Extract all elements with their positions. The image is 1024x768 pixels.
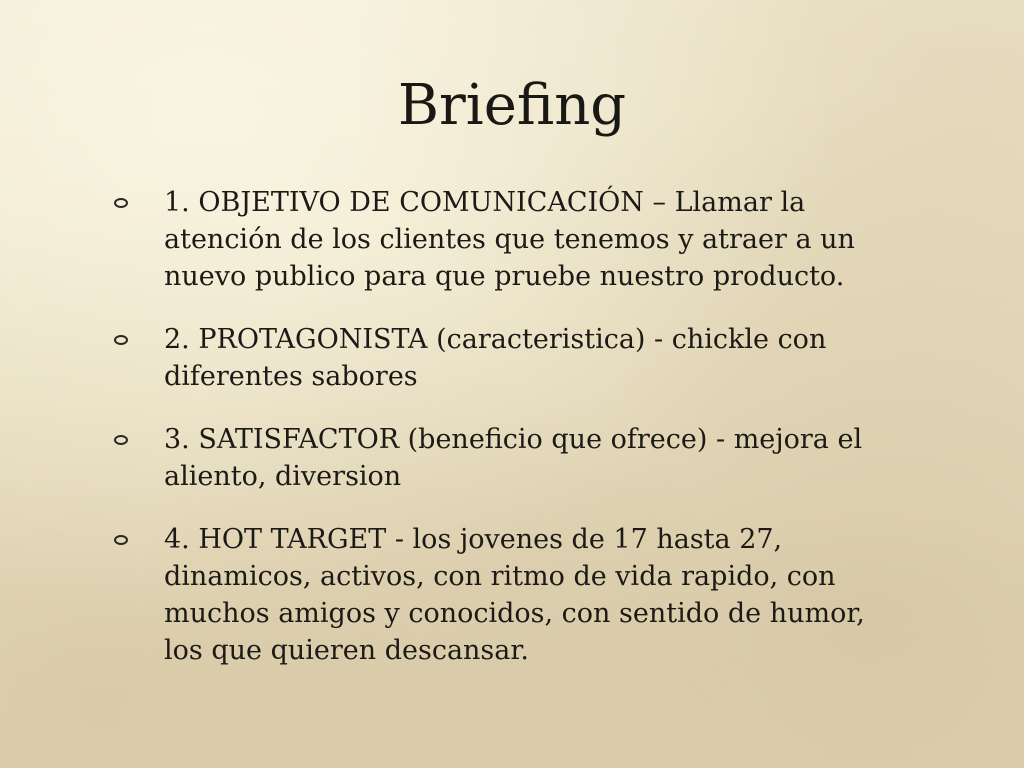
bullet-text: 3. SATISFACTOR (beneficio que ofrece) - mejora el aliento, diversion (164, 424, 863, 492)
circle-bullet-icon (114, 198, 128, 208)
bullet-text: 4. HOT TARGET - los jovenes de 17 hasta 27, dinamicos, activos, con ritmo de vida rapido, con muchos amigos y conocidos, con sentido de humor, los que quieren descansar. (164, 524, 865, 666)
bullet-item (112, 521, 912, 669)
bullet-item (112, 321, 912, 395)
circle-bullet-icon (114, 535, 128, 545)
bullet-item (112, 184, 912, 295)
circle-bullet-icon (114, 435, 128, 445)
slide-title: Briefing (397, 73, 627, 138)
bullet-text: 2. PROTAGONISTA (caracteristica) - chickle con diferentes sabores (164, 324, 827, 392)
bullet-item (112, 421, 912, 495)
bullet-text: 1. OBJETIVO DE COMUNICACIÓN – Llamar la atención de los clientes que tenemos y atraer a un nuevo publico para que pruebe nuestro producto. (164, 187, 855, 292)
circle-bullet-icon (114, 335, 128, 345)
bullet-list (112, 184, 912, 695)
